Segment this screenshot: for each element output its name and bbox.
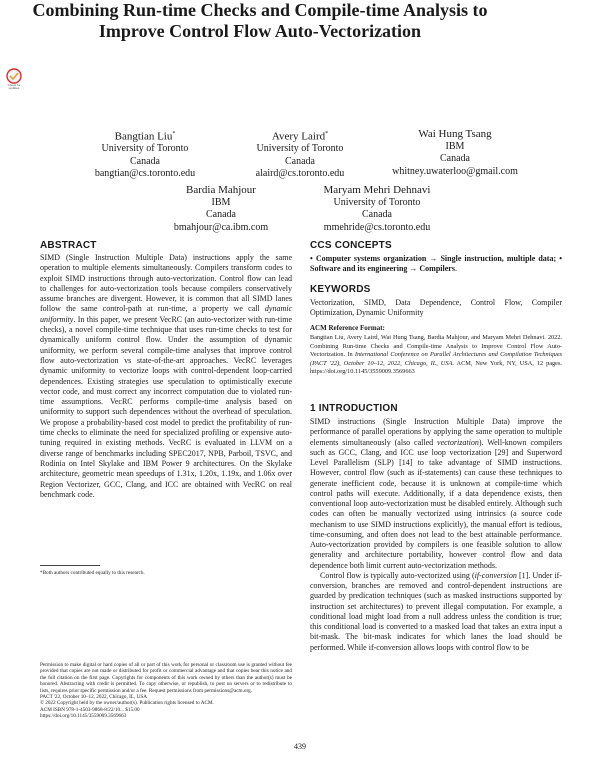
ccs-body: • Computer systems organization → Single instruction, multiple data; • Software and its engineering → Compilers. — [310, 254, 563, 274]
author-name: Wai Hung Tsang — [418, 128, 492, 140]
author-name: Bardia Mahjour — [186, 184, 256, 196]
author-country: Canada — [440, 153, 470, 165]
check-for-updates-badge[interactable] — [4, 68, 24, 92]
abstract-heading: ABSTRACT — [40, 240, 97, 251]
author-1: Bangtian Liu* University of Toronto Canada bangtian@cs.toronto.edu — [50, 128, 240, 181]
author-2: Avery Laird* University of Toronto Canada alaird@cs.toronto.edu — [205, 128, 395, 181]
reference-heading: ACM Reference Format: — [310, 324, 385, 332]
introduction-heading: 1 INTRODUCTION — [310, 403, 398, 414]
author-affiliation: University of Toronto — [101, 143, 189, 155]
author-email[interactable]: alaird@cs.toronto.edu — [255, 168, 345, 180]
author-email[interactable]: bmahjour@ca.ibm.com — [173, 221, 269, 233]
author-email[interactable]: mmehride@cs.toronto.edu — [323, 221, 431, 233]
keywords-heading: KEYWORDS — [310, 284, 371, 295]
author-email[interactable]: whitney.uwaterloo@gmail.com — [392, 165, 518, 177]
pubinfo-copyright: © 2022 Copyright held by the owner/author(s). Publication rights licensed to ACM. — [40, 700, 214, 707]
author-country: Canada — [206, 209, 236, 221]
abstract-body: SIMD (Single Instruction Multiple Data) instructions apply the same operation to multiple elements simultaneously. Compilers transform codes to exploit SIMD instructions through auto-vectorization. Control flow can lead to challenges for auto-vectorization tools because compilers conservatively assume branches are divergent. However, it is common that all SIMD lanes follow the same control-path at run-time, a property we call dynamic uniformity. In this paper, we present VecRC (an auto-vectorizer with run-time checks), a novel compile-time technique that uses run-time checks to test for dynamically uniform control flow. Under the assumption of dynamic uniformity, we perform several compile-time analyses that improve control flow auto-vectorization vs state-of-the-art approaches. VecRC leverages dynamic uniformity to vectorize loops with control-dependent loop-carried dependences. Existing strategies use speculation to optimistically execute vector code, and must correct any incorrect computation due to violated run-time assumptions. VecRC performs compile-time analysis based on uniformity to support such dependences without the overhead of speculation. We propose a probability-based cost model to predict the profitability of run-time checks to eliminate the need for specialized profiling or expensive auto-tuning required in existing methods. VecRC is evaluated in LLVM on a diverse range of benchmarks including SPEC2017, NPB, Parboil, TSVC, and Rodinia on Intel Skylake and IBM Power 9 architectures. On the Skylake architecture, geometric mean speedups of 1.31x, 1.20x, 1.19x, and 1.06x over Region Vectorizer, GCC, Clang, and ICC are obtained with VecRC on real benchmark code. — [40, 253, 292, 499]
author-name: Avery Laird — [271, 130, 326, 143]
author-affiliation: University of Toronto — [333, 196, 421, 208]
author-country: Canada — [130, 155, 160, 167]
keywords-body: Vectorization, SIMD, Data Dependence, Control Flow, Compiler Optimization, Dynamic Uniformity — [310, 298, 562, 318]
author-country: Canada — [285, 155, 315, 167]
author-affiliation: IBM — [211, 196, 231, 208]
pubinfo-isbn: ACM ISBN 978-1-4503-9868-8/22/10... $15.00 — [40, 706, 140, 713]
author-affiliation: IBM — [445, 140, 465, 152]
author-name: Bangtian Liu — [114, 130, 173, 143]
footnote: *Both authors contributed equally to this research. — [40, 570, 145, 576]
author-country: Canada — [362, 209, 392, 221]
paper-title: Combining Run-time Checks and Compile-time Analysis to Improve Control Flow Auto-Vectorization — [32, 0, 488, 41]
author-name: Maryam Mehri Dehnavi — [323, 184, 431, 196]
pubinfo-doi[interactable]: https://doi.org/10.1145/3559009.3569663 — [40, 713, 127, 720]
badge-label: Check for updates — [7, 83, 21, 91]
introduction-body: SIMD instructions (Single Instruction Multiple Data) improve the performance of parallel operations by applying the same operation to multiple elements simultaneously (also called vectorization). Well-known compilers such as GCC, Clang, and ICC use loop vectorization [29] and Superword Level Parallelism (SLP) [14] to take advantage of SIMD instructions. However, control flow (such as if-statements) can cause these techniques to generate inefficient code, because it is unknown at compile-time which control paths will execute. Additionally, if a data dependence exists, then conventional loop auto-vectorization must be disabled entirely. Although such codes can often be manually vectorized using intrinsics (a source code mechanism to use SIMD instructions explicitly), the manual effort is tedious, time-consuming, and often does not lead to the best attainable performance. Auto-vectorization provided by compilers is one feasible solution to allow generality and architecture portability, however control flow and data dependence both limit current auto-vectorization methods. Control flow is typically auto-vectorized using (if-conversion [1]. Under if-conversion, branches are removed and control-dependent instructions are guarded by predication techniques (such as masked instructions supported by instruction set architectures) to prevent illegal computation. For example, a conditional load might load from a null address unless the condition is true; this conditional load is converted to a masked load that takes an extra input a bit-mask. The bit-mask indicates for which lanes the load should be performed. While if-conversion allows loops with control flow to be — [310, 417, 563, 652]
author-5 — [282, 184, 472, 234]
pubinfo-conference: PACT '22, October 10–12, 2022, Chicago, IL, USA — [40, 694, 147, 701]
footnote-rule — [40, 565, 100, 566]
permission-notice: Permission to make digital or hard copies of all or part of this work for personal or classroom use is granted without fee provided that copies are not made or distributed for profit or commercial advantage and that copies bear this notice and the full citation on the first page. Copyrights for components of this work owned by others than the author(s) must be honored. Abstracting with credit is permitted. To copy otherwise, or republish, to post on servers or to redistribute to lists, requires prior specific permission and/or a fee. Request permissions from permissions@acm.org. PACT '22, October 10–12, 2022, Chicago, IL, USA © 2022 Copyright held by the owner/author(s). Publication rights licensed to ACM. ACM ISBN 978-1-4503-9868-8/22/10... $15.00 https://doi.org/10.1145/3559009.3569663 — [40, 662, 292, 720]
ccs-heading: CCS CONCEPTS — [310, 240, 392, 251]
page-number: 439 — [294, 742, 306, 751]
author-affiliation: University of Toronto — [256, 143, 344, 155]
author-3 — [360, 128, 550, 178]
reference-body: Bangtian Liu, Avery Laird, Wai Hung Tsang, Bardia Mahjour, and Maryam Mehri Dehnavi. 2022. Combining Run-time Checks and Compile-time Analysis to Improve Control Flow Auto-Vectorization. In International Conference on Parallel Architectures and Compilation Techniques (PACT '22), October 10–12, 2022, Chicago, IL, USA. ACM, New York, NY, USA, 12 pages. https://doi.org/10.1145/3559009.3569663 — [310, 334, 562, 376]
author-email[interactable]: bangtian@cs.toronto.edu — [94, 168, 196, 180]
